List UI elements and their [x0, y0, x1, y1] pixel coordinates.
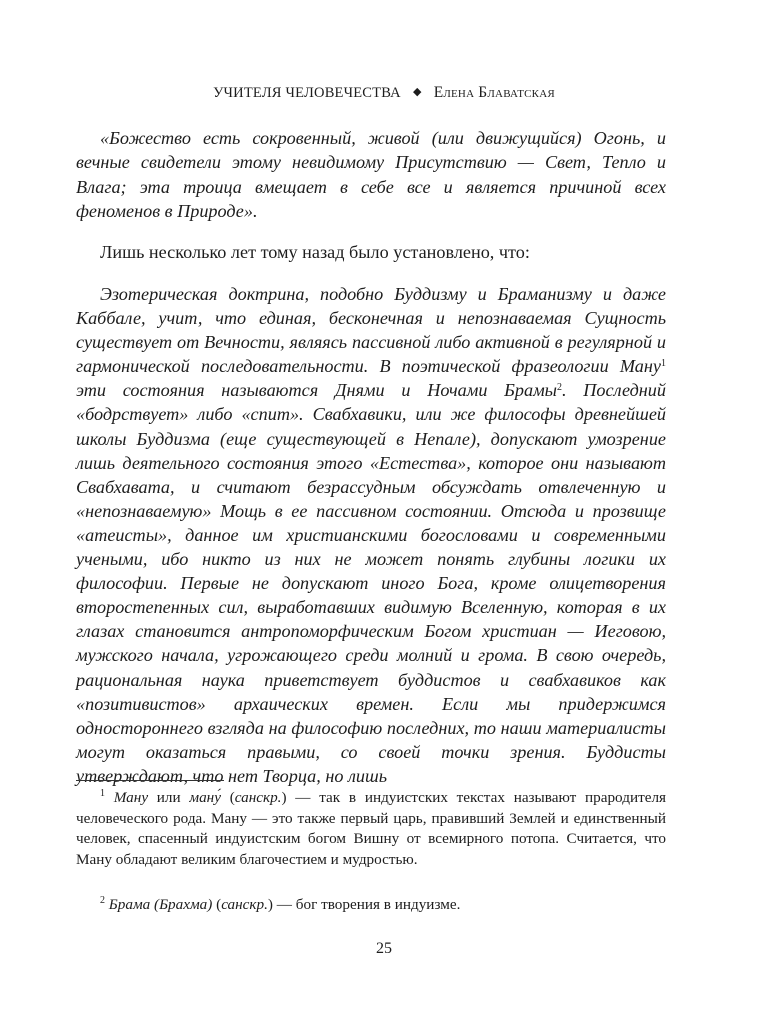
- header-author: Елена Блаватская: [433, 84, 555, 101]
- running-header: [0, 84, 768, 102]
- footnote-divider: [76, 780, 224, 781]
- header-title: УЧИТЕЛЯ ЧЕЛОВЕЧЕСТВА: [213, 85, 401, 101]
- footnote-1-term-alt: ману́: [189, 789, 221, 806]
- body-paragraph: Лишь несколько лет тому назад было установлено, что:: [100, 242, 530, 262]
- header-separator-icon: ◆: [412, 86, 422, 98]
- footnote-1-number: 1: [100, 788, 105, 799]
- footnote-1-text: — так в индуистских текстах называют прародителя человеческого рода. Ману — это также первый царь, правивший Землей и единственный человек, спасенный индуистским богом Вишну от всемирного потопа. Считается, что Ману обладают великим благочестием и мудростью.: [76, 789, 667, 868]
- quote-text-part1: Эзотерическая доктрина, подобно Буддизму и Браманизму и даже Каббале, учит, что единая, бесконечная и непознаваемая Сущность существует от Вечности, являясь пассивной либо активной в регулярной и гармонической последовательности. В поэтической фразеологии Ману: [76, 284, 666, 377]
- footnote-1: $^1$ Ману или ману́ (санскр.) — так в индуистских текстах называют прародителя человеческого рода. Ману — это также первый царь, правивший Землей и единственный человек, спасенный индуистским богом Вишну от всемирного потопа. Считается, что Ману обладают великим благочестием и мудростью.: [76, 788, 667, 868]
- footnote-2-number: 2: [100, 895, 105, 906]
- footnote-ref-1[interactable]: 1: [661, 358, 666, 370]
- footnote-2: $^2$ Брама (Брахма) (санскр.) — бог творения в индуизме.: [100, 895, 461, 913]
- quote-text-part2: эти состояния называются Днями и Ночами Брамы: [76, 380, 557, 401]
- page-number: 25: [376, 940, 392, 957]
- quote-paragraph-1: «Божество есть сокровенный, живой (или движущийся) Огонь, и вечные свидетели этому невидимому Присутствию — Свет, Тепло и Влага; эта троица вмещает в себе все и является причиной всех феноменов в Природе».: [76, 128, 666, 222]
- footnote-1-lang: санскр.: [234, 789, 282, 806]
- footnote-2-text: — бог творения в индуизме.: [272, 896, 461, 913]
- footnote-ref-2[interactable]: 2: [557, 382, 562, 394]
- footnote-1-connector: или: [148, 789, 190, 806]
- footnote-2-lang: санскр.: [221, 896, 268, 913]
- quote-text-part3: . Последний «бодрствует» либо «спит». Свабхавики, или же философы древнейшей школы Буддизма (еще существующей в Непале), допускают умозрение лишь деятельного состояния этого «Естества», которое они называют Свабхавата, и считают безрассудным обсуждать отвлеченную и «непознаваемую» Мощь в ее пассивном состоянии. Отсюда и прозвище «атеисты», данное им христианскими богословами и современными учеными, ибо никто из них не может понять глубины логики их философии. Первые не допускают иного Бога, кроме олицетворения второстепенных сил, выработавших видимую Вселенную, которая в их глазах становится антропоморфическим Богом христиан — Иеговою, мужского начала, угрожающего среди молний и грома. В свою очередь, рациональная наука приветствует буддистов и свабхавиков как «позитивистов» архаических времен. Если мы придержимся одностороннего взгляда на философию последних, то наши материалисты могут оказаться правыми, со своей точки зрения. Буддисты утверждают, что нет Творца, но лишь: [76, 380, 666, 786]
- quote-paragraph-2: [76, 282, 666, 788]
- footnote-2-term: Брама (Брахма): [108, 896, 213, 913]
- footnote-1-term: Ману: [113, 789, 149, 806]
